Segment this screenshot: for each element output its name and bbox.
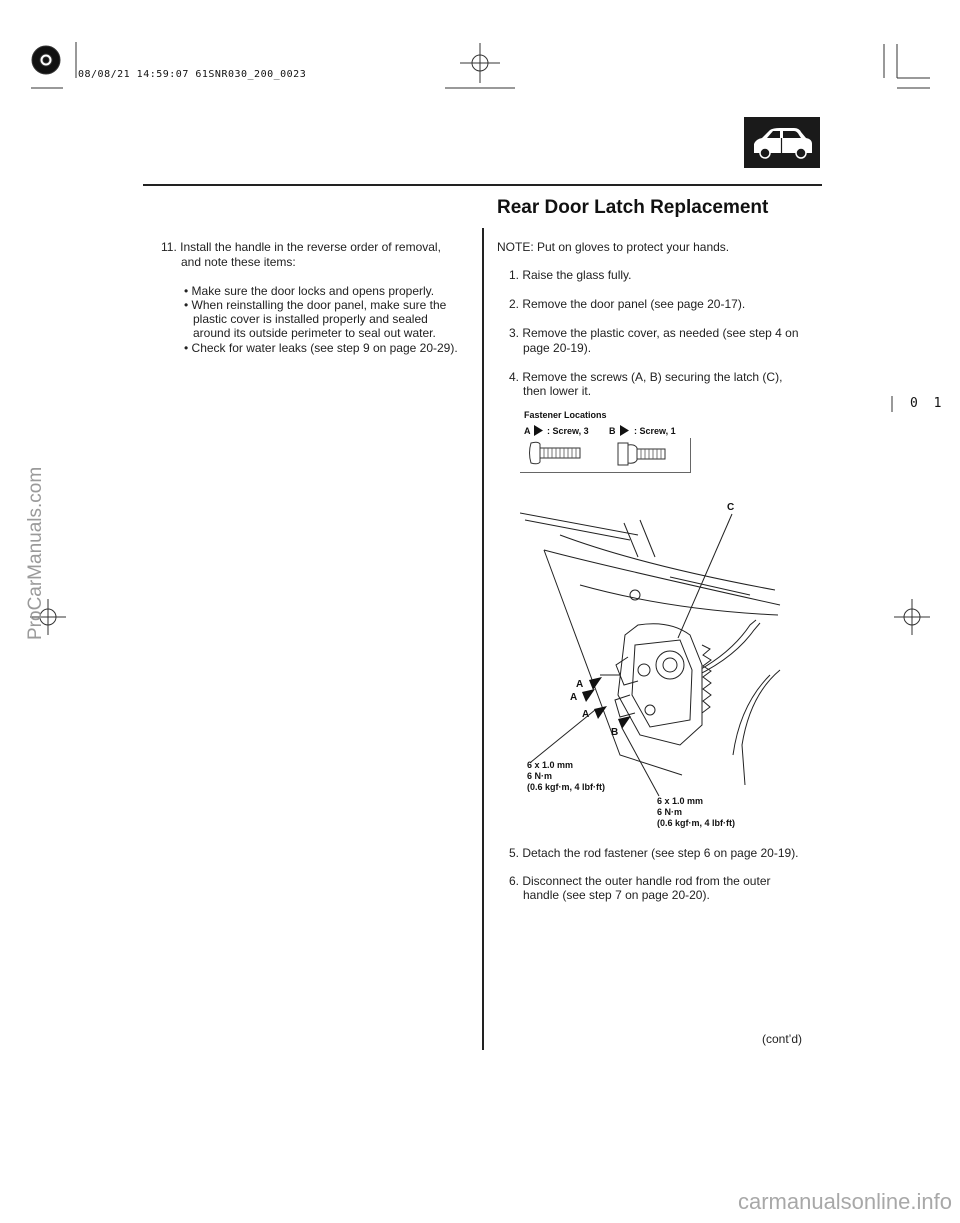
- callout-a-3: A: [582, 709, 590, 720]
- header-rule: [143, 184, 822, 186]
- leader-c: [670, 512, 740, 642]
- step-11-line-2: and note these items:: [181, 255, 296, 269]
- step-3-line-2: page 20-19).: [523, 341, 592, 355]
- step-6-line-1: 6. Disconnect the outer handle rod from the outer: [509, 874, 771, 888]
- legend-a-desc: : Screw, 3: [547, 426, 589, 436]
- step-3-line-1: 3. Remove the plastic cover, as needed (see step 4 on: [509, 326, 799, 340]
- torque-right-value: 6 N·m: [657, 807, 683, 817]
- step-4-line-1: 4. Remove the screws (A, B) securing the latch (C),: [509, 370, 783, 384]
- step-1: 1. Raise the glass fully.: [509, 268, 632, 282]
- print-stamp: 08/08/21 14:59:07 61SNR030_200_0023: [78, 69, 307, 80]
- callout-a-1: A: [576, 679, 584, 690]
- step-11-line-1: 11. Install the handle in the reverse order of removal,: [161, 240, 441, 254]
- bottom-watermark: carmanualsonline.info: [737, 1189, 952, 1214]
- legend-b-desc: : Screw, 1: [634, 426, 676, 436]
- continued-note: (cont’d): [762, 1032, 803, 1046]
- legend-a-letter: A: [524, 426, 531, 436]
- list-item: plastic cover is installed properly and sealed: [193, 312, 428, 326]
- list-item: • Make sure the door locks and opens properly.: [184, 284, 435, 298]
- step-4-line-2: then lower it.: [523, 384, 592, 398]
- callout-a-2: A: [570, 692, 578, 703]
- arrow-b-icon: [620, 425, 630, 436]
- step-5: 5. Detach the rod fastener (see step 6 on page 20-19).: [509, 846, 799, 860]
- list-item: • When reinstalling the door panel, make sure the: [184, 298, 447, 312]
- torque-left-units: (0.6 kgf·m, 4 lbf·ft): [527, 782, 605, 792]
- torque-right-size: 6 x 1.0 mm: [657, 796, 704, 806]
- note-text: NOTE: Put on gloves to protect your hands.: [497, 240, 730, 254]
- screw-a-icon: [528, 440, 588, 466]
- page-title: Rear Door Latch Replacement: [497, 197, 769, 218]
- torque-left-value: 6 N·m: [527, 771, 553, 781]
- column-divider: [482, 228, 484, 1050]
- callout-b: B: [611, 727, 619, 738]
- arrow-a-icon: [534, 425, 544, 436]
- car-icon: [744, 117, 820, 168]
- section-side-mark: 0 1: [910, 396, 946, 411]
- torque-right-units: (0.6 kgf·m, 4 lbf·ft): [657, 818, 735, 828]
- side-watermark: ProCarManuals.com: [25, 466, 46, 640]
- fastener-locations-heading: Fastener Locations: [524, 410, 607, 420]
- step-2: 2. Remove the door panel (see page 20-17).: [509, 297, 746, 311]
- screw-b-icon: [617, 439, 669, 469]
- torque-left-size: 6 x 1.0 mm: [527, 760, 574, 770]
- list-item: around its outside perimeter to seal out water.: [193, 326, 436, 340]
- body-section-icon: [744, 117, 820, 168]
- list-item: • Check for water leaks (see step 9 on page 20-29).: [184, 341, 458, 355]
- callout-c: C: [727, 502, 735, 513]
- legend-b-letter: B: [609, 426, 616, 436]
- step-6-line-2: handle (see step 7 on page 20-20).: [523, 888, 710, 902]
